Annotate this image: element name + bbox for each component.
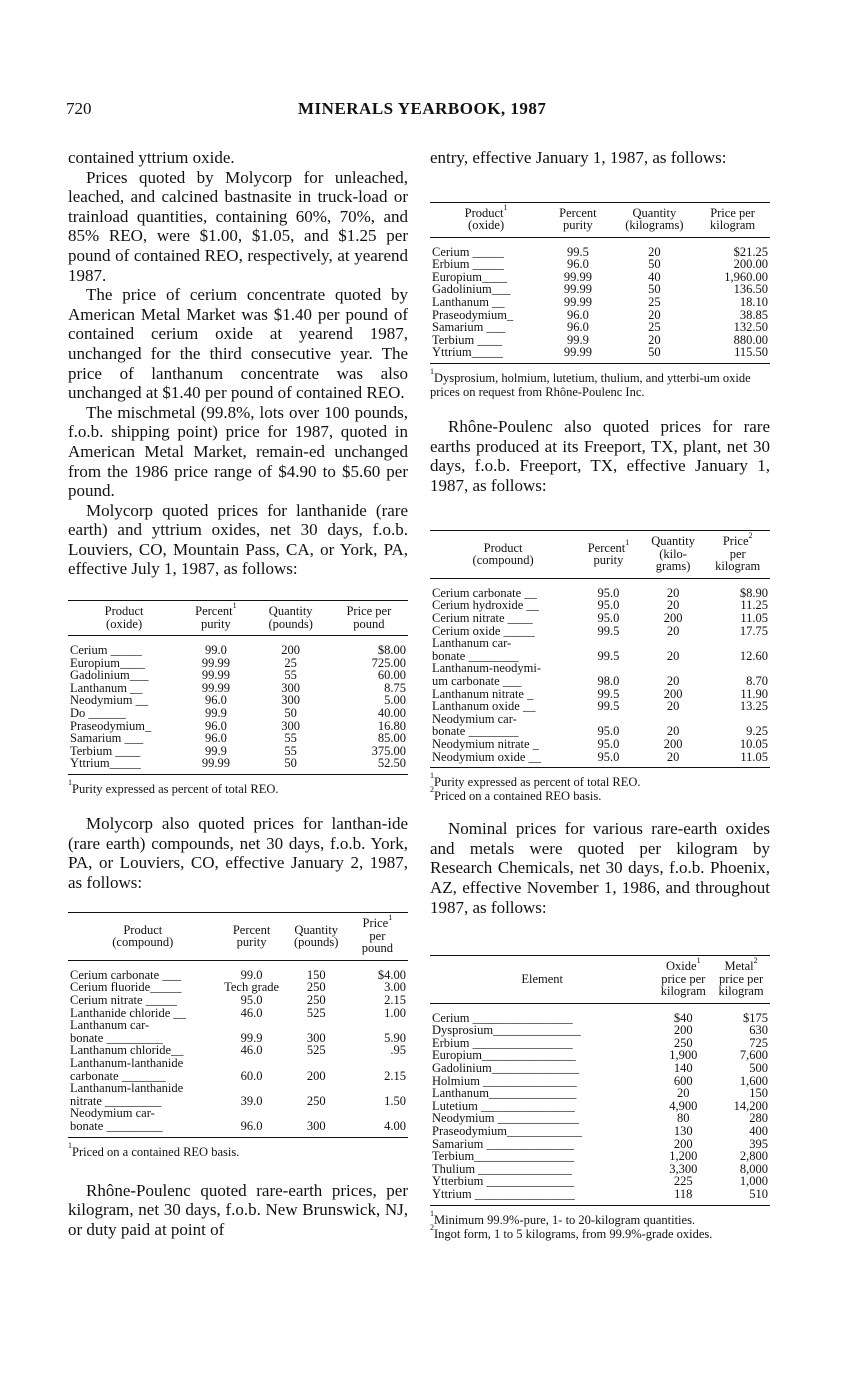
- row-label: Cerium nitrate _____: [70, 993, 177, 1008]
- table-cell: 99.99: [180, 757, 251, 774]
- table-cell: 150: [306, 967, 326, 982]
- table-cell: 630: [749, 1023, 768, 1038]
- table-cell: 1,900: [669, 1048, 698, 1063]
- table-row: [430, 1087, 770, 1100]
- table-cell: 8,000: [739, 1161, 768, 1176]
- table-cell: 200: [663, 736, 683, 751]
- col-header: Product$^1$ (oxide): [430, 202, 542, 237]
- row-label: Lanthanum______________: [432, 1086, 577, 1101]
- row-label: bonate _________: [68, 1120, 218, 1137]
- table-row: [68, 636, 408, 657]
- right-column: [430, 148, 770, 1241]
- row-label: Cerium _____: [432, 244, 504, 259]
- table-cell: 55: [284, 731, 297, 746]
- paragraph: Rhône-Poulenc also quoted prices for rare earths produced at its Freeport, TX, plant, net 30 days, f.o.b. Freeport, TX, effective January 1, 1987, as follows:: [430, 416, 770, 495]
- table-cell: 5.90: [384, 1030, 406, 1045]
- col-header: Quantity (pounds): [286, 913, 347, 961]
- col-header: Metal$^2$ price per kilogram: [712, 956, 770, 1004]
- table-cell: 20: [648, 244, 661, 259]
- table-cell: 250: [306, 993, 326, 1008]
- table-cell: 20: [666, 699, 680, 714]
- paragraph: The price of cerium concentrate quoted by American Metal Market was $1.40 per pound of contained cerium oxide at yearend 1987, unchanged for the third consecutive year. The price of lanthanum concentrate was also unchanged at $1.40 per pound of contained REO.: [68, 285, 408, 403]
- table-cell: 4,900: [669, 1098, 698, 1113]
- row-label: Cerium hydroxide __: [432, 598, 539, 613]
- table-cell: 300: [306, 1030, 326, 1045]
- table-cell: 99.5: [597, 648, 620, 663]
- table-cell: 98.0: [597, 673, 620, 688]
- row-label: Neodymium __: [70, 693, 149, 708]
- table-cell: 50: [284, 706, 297, 721]
- table-cell: 375.00: [371, 743, 406, 758]
- table-cell: 200: [281, 643, 301, 658]
- row-label: Cerium oxide _____: [432, 623, 535, 638]
- table-cell: 14,200: [733, 1098, 768, 1113]
- table-cell: 20: [641, 751, 706, 768]
- row-label: Lanthanum-neodymi-: [432, 661, 541, 676]
- table-cell: 880.00: [733, 332, 768, 347]
- row-label: Terbium ____: [432, 332, 503, 347]
- table-cell: 2,800: [739, 1149, 768, 1164]
- col-header: Price per kilogram: [695, 202, 770, 237]
- row-label: Terbium ____: [70, 743, 141, 758]
- row-label: Cerium ________________: [432, 1010, 573, 1025]
- row-label: Gadolinium______________: [432, 1060, 580, 1075]
- table-cell: 50: [614, 346, 696, 363]
- table-cell: [218, 1082, 286, 1095]
- table-cell: 3.00: [384, 980, 406, 995]
- table-cell: 99.99: [542, 346, 613, 363]
- row-label: Thulium _______________: [432, 1161, 572, 1176]
- table-cell: 200.00: [733, 257, 768, 272]
- table-cell: 118: [654, 1188, 712, 1205]
- table-cell: 200: [663, 686, 683, 701]
- paragraph: contained yttrium oxide.: [68, 148, 235, 167]
- table-cell: 99.5: [597, 686, 620, 701]
- table-cell: 400: [749, 1123, 768, 1138]
- table-cell: 300: [286, 1120, 347, 1137]
- table-cell: 600: [673, 1073, 693, 1088]
- row-label: Neodymium car-: [70, 1106, 155, 1121]
- table-cell: $21.25: [733, 244, 768, 259]
- table-cell: 99.99: [201, 655, 230, 670]
- row-label: Terbium________________: [432, 1149, 575, 1164]
- table-row: [68, 1019, 408, 1032]
- table-cell: 99.9: [240, 1030, 263, 1045]
- paragraph: Rhône-Poulenc quoted rare-earth prices, per kilogram, net 30 days, f.o.b. New Brunswick, NJ, or duty paid at point of: [68, 1180, 408, 1239]
- table-cell: 1.00: [384, 1005, 406, 1020]
- row-label: Lanthanum-lanthanide: [70, 1081, 184, 1096]
- row-label: Holmium _______________: [432, 1073, 577, 1088]
- row-label: Ytterbium ______________: [432, 1174, 575, 1189]
- table-cell: 52.50: [330, 757, 408, 774]
- table-cell: 225: [673, 1174, 693, 1189]
- row-label: Cerium carbonate __: [432, 585, 537, 600]
- table-row: [68, 960, 408, 981]
- table-cell: 95.0: [597, 598, 620, 613]
- table-cell: 95.0: [576, 751, 641, 768]
- row-label: Praseodymium_: [432, 307, 514, 322]
- table-cell: 25: [648, 320, 661, 335]
- row-label: Europium____: [432, 269, 507, 284]
- table-cell: 50: [252, 757, 330, 774]
- table-cell: 99.9: [204, 706, 227, 721]
- table-row: [430, 296, 770, 309]
- row-label: Dysprosium______________: [432, 1023, 581, 1038]
- paragraph: entry, effective January 1, 1987, as follows:: [430, 148, 727, 167]
- table-cell: $40: [673, 1010, 693, 1025]
- row-label: Lanthanum-lanthanide: [70, 1056, 184, 1071]
- table-cell: 99.5: [566, 244, 589, 259]
- col-header: Percent$^1$ purity: [180, 601, 251, 636]
- rhone-poulenc-compound-price-table: [430, 530, 770, 768]
- table-row: [430, 258, 770, 271]
- table-cell: 200: [673, 1023, 693, 1038]
- table-cell: [347, 1057, 408, 1070]
- table-row: [430, 637, 770, 650]
- table-cell: 50: [648, 282, 661, 297]
- table-cell: 46.0: [240, 1005, 263, 1020]
- table-row: [430, 578, 770, 599]
- table-cell: 99.9: [566, 332, 589, 347]
- table-row: [68, 732, 408, 745]
- col-header: Percent$^1$ purity: [576, 531, 641, 579]
- table-cell: 20: [677, 1086, 690, 1101]
- table-row: [430, 237, 770, 258]
- table-cell: 96.0: [204, 693, 227, 708]
- table-cell: 140: [673, 1060, 693, 1075]
- table-row: [68, 707, 408, 720]
- paragraph: Prices quoted by Molycorp for unleached, leached, and calcined bastnasite in truck-load or trainload quantities, containing 60%, 70%, and 85% REO, were $1.00, $1.05, and $1.25 per pound of contained REO, respectively, at yearend 1987.: [68, 167, 408, 285]
- table-cell: 20: [666, 623, 680, 638]
- col-header: Product (oxide): [68, 601, 180, 636]
- table-cell: 115.50: [695, 346, 770, 363]
- table-cell: 96.0: [204, 718, 227, 733]
- molycorp-oxide-price-table: [68, 600, 408, 775]
- table-cell: $4.00: [377, 967, 406, 982]
- table-cell: 12.60: [739, 648, 768, 663]
- row-label: Lanthanum oxide __: [432, 699, 536, 714]
- table-cell: 20: [666, 724, 680, 739]
- col-header: Product (compound): [430, 531, 576, 579]
- row-label: Europium____: [70, 655, 145, 670]
- left-column: [68, 148, 408, 1239]
- table-cell: [286, 1019, 347, 1032]
- paragraph: Nominal prices for various rare-earth oxides and metals were quoted per kilogram by Research Chemicals, net 30 days, f.o.b. Phoenix, AZ, effective November 1, 1986, and throughout 1987, as follows:: [430, 819, 770, 917]
- table-cell: 525: [306, 1005, 326, 1020]
- row-label: Lanthanum __: [432, 294, 505, 309]
- table-cell: 96.0: [566, 307, 589, 322]
- table-cell: [705, 637, 770, 650]
- table-cell: 725.00: [371, 655, 406, 670]
- table-cell: 11.25: [740, 598, 768, 613]
- col-header: Percent purity: [218, 913, 286, 961]
- row-label: Erbium _____: [432, 257, 504, 272]
- table-row: [430, 1188, 770, 1205]
- table-cell: 99.9: [204, 743, 227, 758]
- table-cell: 132.50: [733, 320, 768, 335]
- table-row: [430, 738, 770, 751]
- col-header: Percent purity: [542, 202, 613, 237]
- table-row: [430, 675, 770, 688]
- table-cell: 7,600: [739, 1048, 768, 1063]
- table-cell: 20: [648, 332, 661, 347]
- table-cell: 99.99: [201, 668, 230, 683]
- table-cell: 130: [673, 1123, 693, 1138]
- table-cell: 60.00: [377, 668, 406, 683]
- table-cell: $8.90: [739, 585, 768, 600]
- footnote: $^1$Purity expressed as percent of total REO. $^2$Priced on a contained REO basis.: [430, 771, 641, 804]
- table-cell: 99.99: [201, 680, 230, 695]
- col-header: Price per pound: [330, 601, 408, 636]
- table-cell: 1,960.00: [724, 269, 768, 284]
- table-cell: 8.75: [384, 680, 406, 695]
- table-cell: 5.00: [384, 693, 406, 708]
- row-label: Neodymium _____________: [432, 1111, 579, 1126]
- table-cell: 8.70: [746, 673, 768, 688]
- row-label: Lutetium _______________: [432, 1098, 575, 1113]
- table-cell: [576, 637, 641, 650]
- row-label: Neodymium nitrate _: [432, 736, 539, 751]
- research-chemicals-price-table: [430, 955, 770, 1205]
- table-row: [430, 700, 770, 713]
- col-header: Quantity (kilo- grams): [641, 531, 706, 579]
- table-cell: 99.0: [204, 643, 227, 658]
- running-title: MINERALS YEARBOOK, 1987: [298, 99, 547, 118]
- table-cell: 500: [749, 1060, 768, 1075]
- table-cell: 96.0: [218, 1120, 286, 1137]
- col-header: Element: [430, 956, 654, 1004]
- table-row: [68, 669, 408, 682]
- col-header: Price$^2$ per kilogram: [705, 531, 770, 579]
- col-header: Quantity (pounds): [252, 601, 330, 636]
- table-cell: 95.0: [597, 611, 620, 625]
- col-header: Product (compound): [68, 913, 218, 961]
- table-cell: 18.10: [739, 294, 768, 309]
- table-cell: 20: [648, 307, 661, 322]
- table-cell: 395: [749, 1136, 768, 1151]
- table-cell: 136.50: [733, 282, 768, 297]
- table-cell: 25: [284, 655, 297, 670]
- footnote: $^1$Minimum 99.9%-pure, 1- to 20-kilogram quantities. $^2$Ingot form, 1 to 5 kilograms, from 99.9%-grade oxides.: [430, 1208, 713, 1241]
- table-cell: Tech grade: [224, 980, 280, 995]
- table-cell: 85.00: [377, 731, 406, 746]
- table-row: [68, 994, 408, 1007]
- row-label: Lanthanum nitrate _: [432, 686, 534, 701]
- table-row: [68, 757, 408, 774]
- row-label: Erbium ________________: [432, 1035, 573, 1050]
- table-cell: 99.99: [563, 282, 592, 297]
- table-cell: 250: [306, 980, 326, 995]
- table-cell: 99.5: [597, 623, 620, 638]
- row-label: Gadolinium___: [70, 668, 149, 683]
- row-label: Lanthanum __: [70, 680, 143, 695]
- row-label: Praseodymium____________: [432, 1123, 582, 1138]
- table-cell: 60.0: [240, 1068, 263, 1083]
- paragraph: Molycorp quoted prices for lanthanide (rare earth) and yttrium oxides, net 30 days, f.o.b. Louviers, CO, Mountain Pass, CA, or York, PA, effective July 1, 1987, as follows:: [68, 500, 408, 579]
- table-cell: 20: [666, 598, 680, 613]
- table-cell: 99.99: [563, 269, 592, 284]
- row-label: Gadolinium___: [432, 282, 511, 297]
- table-cell: [286, 1082, 347, 1095]
- table-row: [430, 1062, 770, 1075]
- table-cell: 1.50: [384, 1093, 406, 1108]
- row-label: Praseodymium_: [70, 718, 152, 733]
- table-row: [68, 1082, 408, 1095]
- table-cell: [347, 1082, 408, 1095]
- table-cell: 20: [666, 648, 680, 663]
- table-cell: 80: [677, 1111, 690, 1126]
- row-label: Cerium nitrate ____: [432, 611, 533, 625]
- table-cell: 1,200: [669, 1149, 698, 1164]
- table-row: [430, 1024, 770, 1037]
- table-cell: 20: [666, 673, 680, 688]
- row-label: Neodymium oxide __: [430, 751, 576, 768]
- table-cell: 300: [281, 693, 301, 708]
- table-cell: 300: [281, 718, 301, 733]
- row-label: bonate ________: [432, 648, 519, 663]
- table-cell: $175: [743, 1010, 768, 1025]
- row-label: Do ______: [70, 706, 126, 721]
- table-cell: 55: [284, 743, 297, 758]
- table-cell: 9.25: [746, 724, 768, 739]
- table-cell: [641, 637, 706, 650]
- table-cell: 96.0: [566, 320, 589, 335]
- row-label: Neodymium car-: [432, 711, 517, 726]
- paragraph: The mischmetal (99.8%, lots over 100 pounds, f.o.b. shipping point) price for 1987, quoted in American Metal Market, remain-ed unchanged from the 1986 price range of $4.90 to $5.60 per pound.: [68, 402, 408, 501]
- row-label: Lanthanum car-: [70, 1018, 150, 1033]
- table-cell: 2.15: [384, 1068, 406, 1083]
- table-cell: 200: [306, 1068, 326, 1083]
- table-row: [68, 1120, 408, 1137]
- table-cell: [347, 1019, 408, 1032]
- table-cell: 16.80: [377, 718, 406, 733]
- table-cell: 525: [306, 1043, 326, 1058]
- table-cell: 300: [281, 680, 301, 695]
- table-cell: 50: [648, 257, 661, 272]
- col-header: Price$^1$ per pound: [347, 913, 408, 961]
- table-cell: [218, 1019, 286, 1032]
- table-row: [430, 321, 770, 334]
- table-cell: $8.00: [377, 643, 406, 658]
- table-row: [430, 1125, 770, 1138]
- table-cell: 99.0: [240, 967, 263, 982]
- table-cell: 280: [749, 1111, 768, 1126]
- table-cell: 725: [749, 1035, 768, 1050]
- table-cell: 95.0: [240, 993, 263, 1008]
- table-row: [430, 612, 770, 625]
- table-cell: 200: [663, 611, 683, 625]
- table-cell: 2.15: [384, 993, 406, 1008]
- row-label: Yttrium_____: [68, 757, 180, 774]
- row-label: Samarium ______________: [432, 1136, 575, 1151]
- col-header: Quantity (kilograms): [614, 202, 696, 237]
- table-cell: 1,000: [739, 1174, 768, 1189]
- row-label: Cerium _____: [70, 643, 142, 658]
- table-cell: 250: [306, 1093, 326, 1108]
- table-row: [430, 346, 770, 363]
- row-label: nitrate _________: [70, 1093, 162, 1108]
- footnote: $^1$Purity expressed as percent of total REO.: [68, 778, 279, 796]
- table-cell: 200: [673, 1136, 693, 1151]
- table-cell: 11.05: [705, 751, 770, 768]
- table-cell: 1,600: [739, 1073, 768, 1088]
- row-label: Europium_______________: [432, 1048, 576, 1063]
- row-label: bonate _________: [70, 1030, 163, 1045]
- table-cell: 55: [284, 668, 297, 683]
- row-label: Lanthanide chloride __: [70, 1005, 186, 1020]
- table-cell: 40.00: [377, 706, 406, 721]
- row-label: Lanthanum car-: [432, 636, 512, 651]
- rhone-poulenc-oxide-price-table: [430, 202, 770, 364]
- row-label: bonate ________: [432, 724, 519, 739]
- table-cell: 46.0: [240, 1043, 263, 1058]
- footnote: $^1$Dysprosium, holmium, lutetium, thulium, and ytterbi-um oxide prices on request from Rhône-Poulenc Inc.: [430, 366, 751, 399]
- table-cell: 510: [712, 1188, 770, 1205]
- row-label: Cerium fluoride_____: [70, 980, 182, 995]
- footnote: $^1$Priced on a contained REO basis.: [68, 1140, 240, 1159]
- table-cell: 150: [749, 1086, 768, 1101]
- row-label: um carbonate ___: [432, 673, 522, 688]
- table-cell: 38.85: [739, 307, 768, 322]
- table-cell: 96.0: [566, 257, 589, 272]
- table-cell: 10.05: [739, 736, 768, 751]
- table-cell: 95.0: [597, 724, 620, 739]
- table-cell: 250: [673, 1035, 693, 1050]
- col-header: Oxide$^1$ price per kilogram: [654, 956, 712, 1004]
- table-cell: .95: [390, 1043, 406, 1058]
- table-cell: 13.25: [739, 699, 768, 714]
- row-label: carbonate _______: [70, 1068, 166, 1083]
- row-label: Lanthanum chloride__: [70, 1043, 184, 1058]
- table-cell: 20: [666, 585, 680, 600]
- table-row: [430, 1003, 770, 1024]
- row-label: Samarium ___: [70, 731, 144, 746]
- table-cell: 99.99: [563, 294, 592, 309]
- paragraph: Molycorp also quoted prices for lanthan-ide (rare earth) compounds, net 30 days, f.o.b. York, PA, or Louviers, CO, effective January 2, 1987, as follows:: [68, 814, 408, 892]
- page-number: 720: [66, 99, 92, 118]
- table-cell: 11.90: [740, 686, 768, 701]
- table-cell: 17.75: [739, 623, 768, 638]
- table-cell: 95.0: [597, 736, 620, 751]
- table-cell: 96.0: [204, 731, 227, 746]
- table-cell: 11.05: [740, 611, 768, 625]
- table-cell: 4.00: [347, 1120, 408, 1137]
- table-cell: [218, 1057, 286, 1070]
- table-row: [430, 751, 770, 768]
- table-cell: 25: [648, 294, 661, 309]
- table-cell: 39.0: [240, 1093, 263, 1108]
- row-label: Cerium carbonate ___: [70, 967, 182, 982]
- table-cell: 99.5: [597, 699, 620, 714]
- table-cell: 3,300: [669, 1161, 698, 1176]
- table-row: [430, 1150, 770, 1163]
- table-cell: [286, 1057, 347, 1070]
- row-label: Yttrium ________________: [430, 1188, 654, 1205]
- table-row: [68, 1057, 408, 1070]
- row-label: Samarium ___: [432, 320, 506, 335]
- molycorp-compound-price-table: [68, 912, 408, 1137]
- row-label: Yttrium_____: [430, 346, 542, 363]
- table-cell: 95.0: [597, 585, 620, 600]
- table-cell: 40: [648, 269, 661, 284]
